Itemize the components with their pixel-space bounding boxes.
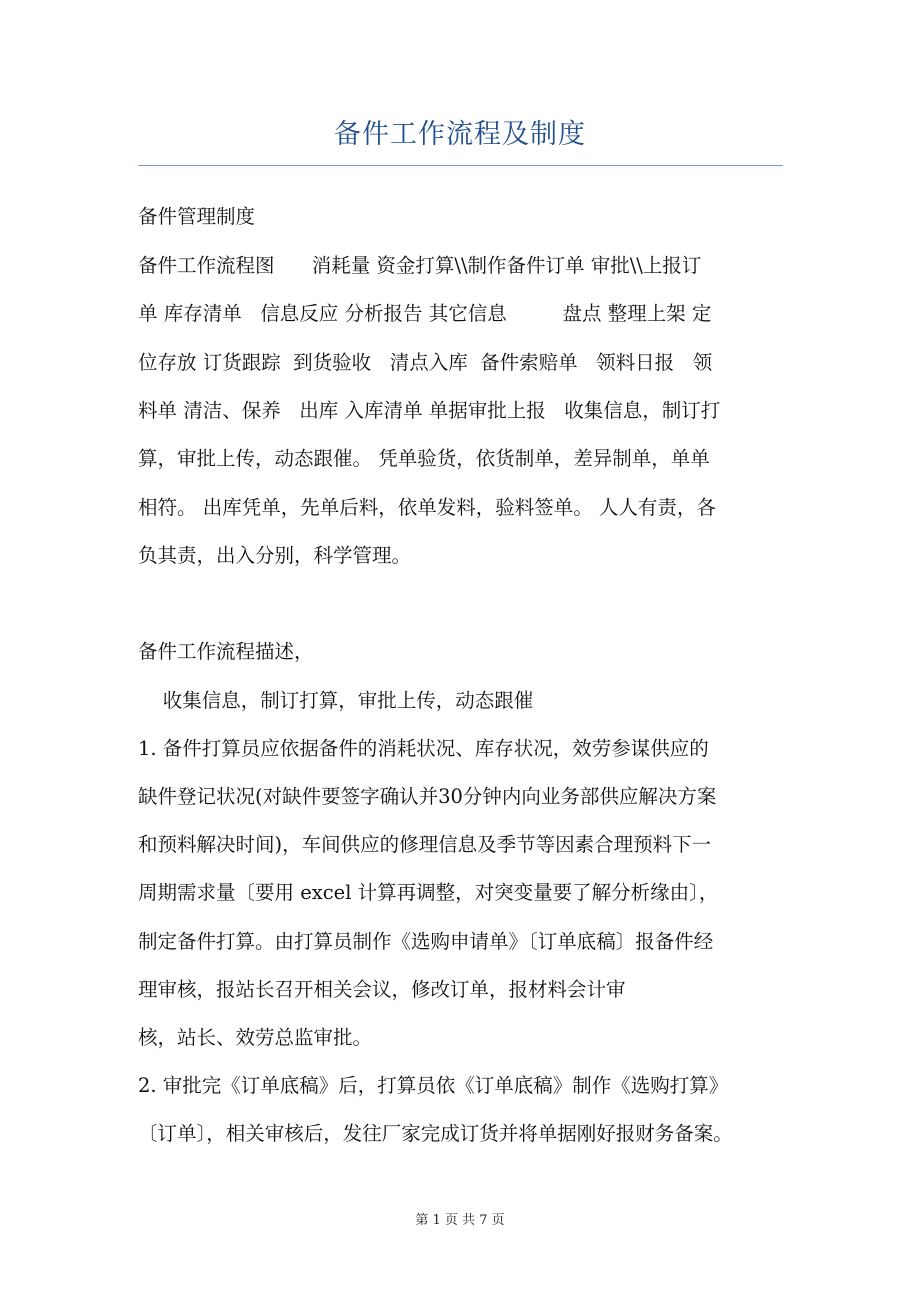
text-line: 负其责，出入分别，科学管理。 — [138, 544, 412, 567]
text-line: 缺件登记状况(对缺件要签字确认并30分钟内向业务部供应解决方案 — [138, 785, 717, 808]
text-line: 料单 清洁、保养 出库 入库清单 单据审批上报 收集信息，制订打 — [138, 399, 721, 422]
text-line: 和预料解决时间)，车间供应的修理信息及季节等因素合理预料下一 — [138, 833, 712, 856]
document-title: 备件工作流程及制度 — [334, 119, 586, 150]
text-line: 算，审批上传，动态跟催。 凭单验货，依货制单，差异制单，单单 — [138, 447, 710, 470]
text-line: 核，站长、效劳总监审批。 — [138, 1026, 373, 1049]
text-line: 位存放 订货跟踪 到货验收 清点入库 备件索赔单 领料日报 领 — [138, 351, 713, 374]
text-line: 备件管理制度 — [138, 205, 256, 228]
text-line: 相符。 出库凭单，先单后料，依单发料，验料签单。 人人有责，各 — [138, 496, 716, 519]
text-line: 单 库存清单 信息反应 分析报告 其它信息 盘点 整理上架 定 — [138, 302, 712, 325]
text-line: 1. 备件打算员应依据备件的消耗状况、库存状况，效劳参谋供应的 — [138, 737, 709, 760]
text-line: 收集信息，制订打算，审批上传，动态跟催 — [138, 689, 534, 712]
text-line: 制定备件打算。由打算员制作《选购申请单》〔订单底稿〕报备件经 — [138, 930, 714, 953]
text-line: 2. 审批完《订单底稿》后，打算员依《订单底稿》制作《选购打算》 — [138, 1074, 729, 1097]
text-line: 周期需求量〔要用 excel 计算再调整，对突变量要了解分析缘由〕， — [138, 881, 719, 904]
text-line: 备件工作流程描述， — [138, 640, 314, 663]
text-line: 备件工作流程图 消耗量 资金打算\\制作备件订单 审批\\上报订 — [138, 254, 702, 277]
text-line: 〔订单〕，相关审核后，发往厂家完成订货并将单据刚好报财务备案。 — [138, 1122, 733, 1145]
title-divider — [138, 165, 783, 166]
page-footer: 第 1 页 共 7 页 — [415, 1213, 505, 1228]
text-line: 理审核，报站长召开相关会议，修改订单，报材料会计审 — [138, 978, 626, 1001]
